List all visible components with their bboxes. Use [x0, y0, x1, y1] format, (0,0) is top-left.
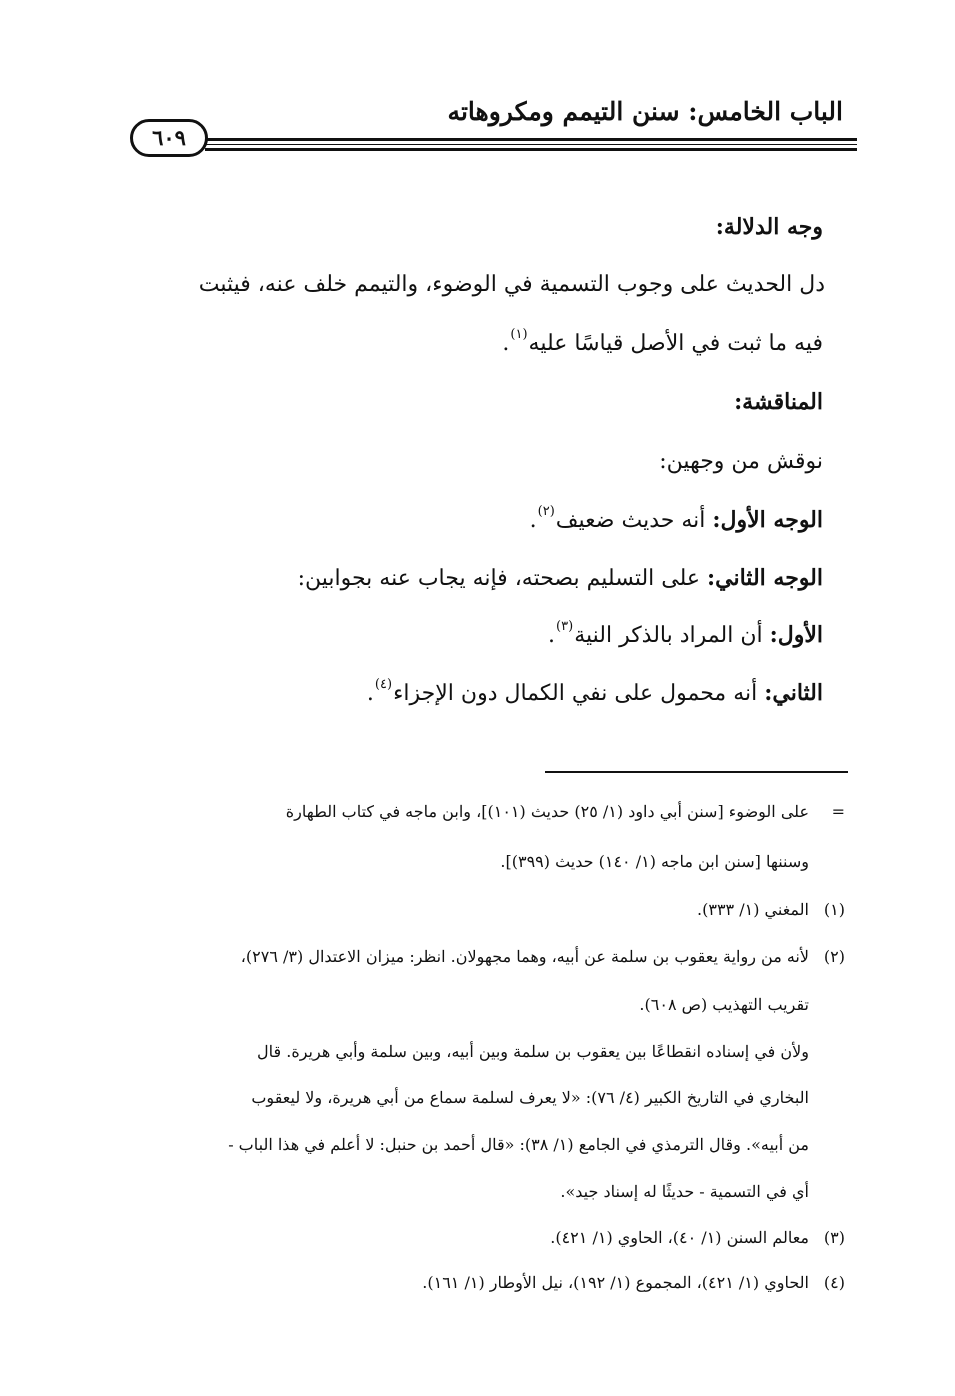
- footnote-2-line-3: ولأن في إسناده انقطاعًا بين يعقوب بن سلمة وبين أبيه، وبين سلمة وأبي هريرة. قال: [257, 1042, 809, 1061]
- heading-evidence: وجه الدلالة:: [715, 214, 823, 240]
- answer-2-label: الثاني:: [764, 680, 823, 706]
- continuation-text-1: على الوضوء [سنن أبي داود (١/ ٢٥) حديث (١٠١)]، وابن ماجه في كتاب الطهارة: [285, 802, 809, 821]
- page-number: ٦٠٩: [130, 119, 208, 157]
- first-aspect-text: أنه حديث ضعيف: [555, 508, 706, 533]
- footnote-1: [697, 898, 845, 922]
- discussion-intro: نوقش من وجهين:: [659, 449, 823, 474]
- header-rule-top: [205, 138, 857, 141]
- footnote-2: [241, 945, 845, 969]
- header-rule-bottom: [205, 148, 857, 151]
- footnote-ref-3[interactable]: (٣): [556, 619, 574, 634]
- footnote-4-text: الحاوي (١/ ٤٢١)، المجموع (١/ ١٩٢)، نيل الأوطار (١/ ١٦١).: [422, 1273, 809, 1292]
- period: .: [502, 331, 510, 356]
- first-aspect-label: الوجه الأول:: [712, 507, 823, 533]
- footnote-continuation-line-2: وسننها [سنن ابن ماجه (١/ ١٤٠) حديث (٣٩٩)].: [500, 852, 809, 871]
- chapter-title: الباب الخامس: سنن التيمم ومكروهاته: [447, 97, 843, 126]
- header-rule-middle: [205, 144, 857, 145]
- answer-2-text: أنه محمول على نفي الكمال دون الإجزاء: [393, 681, 758, 706]
- evidence-line-1: دل الحديث على وجوب التسمية في الوضوء، والتيمم خلف عنه، فيثبت: [198, 272, 825, 297]
- footnote-3-text: معالم السنن (١/ ٤٠)، الحاوي (١/ ٤٢١).: [550, 1228, 809, 1247]
- footnote-2-line-1: لأنه من رواية يعقوب بن سلمة عن أبيه، وهما مجهولان. انظر: ميزان الاعتدال (٣/ ٢٧٦)،: [240, 947, 809, 966]
- footnote-2-number: (٢): [823, 947, 845, 966]
- footnote-4: [422, 1271, 845, 1295]
- footnote-2-line-2: تقريب التهذيب (ص ٦٠٨).: [639, 995, 809, 1014]
- answer-1: [548, 620, 823, 651]
- answer-1-text: أن المراد بالذكر النية: [574, 623, 763, 648]
- footnote-2-line-6: أي في التسمية - حديثًا له إسناد جيد».: [560, 1182, 809, 1201]
- second-aspect-text: على التسليم بصحته، فإنه يجاب عنه بجوابين:: [297, 566, 701, 591]
- footnote-ref-1[interactable]: (١): [510, 327, 528, 342]
- footnote-2-line-5: من أبيه». وقال الترمذي في الجامع (١/ ٣٨): «قال أحمد بن حنبل: لا أعلم في هذا الباب -: [228, 1135, 809, 1154]
- evidence-line-2-text: فيه ما ثبت في الأصل قياسًا عليه: [528, 331, 823, 356]
- footnote-1-text: المغني (١/ ٣٣٣).: [697, 900, 809, 919]
- footnote-ref-2[interactable]: (٢): [537, 504, 555, 519]
- heading-discussion: المناقشة:: [734, 389, 823, 415]
- second-aspect-label: الوجه الثاني:: [707, 565, 823, 591]
- period: .: [548, 623, 556, 648]
- first-aspect: [530, 505, 823, 536]
- footnote-4-number: (٤): [823, 1273, 845, 1292]
- footnote-3-number: (٣): [823, 1228, 845, 1247]
- footnote-separator: [545, 771, 848, 773]
- answer-2: [367, 678, 823, 709]
- second-aspect: [298, 563, 823, 594]
- footnote-1-number: (١): [823, 900, 845, 919]
- footnote-3: [550, 1226, 845, 1250]
- footnote-2-line-4: البخاري في التاريخ الكبير (٤/ ٧٦): «لا يعرف لسلمة سماع من أبي هريرة، ولا ليعقوب: [251, 1088, 809, 1107]
- answer-1-label: الأول:: [769, 622, 823, 648]
- footnote-continuation-line-1: [286, 800, 845, 824]
- continuation-marker: =: [831, 802, 845, 821]
- evidence-line-2: [502, 329, 823, 359]
- footnote-ref-4[interactable]: (٤): [374, 677, 393, 692]
- period: .: [366, 681, 374, 706]
- period: .: [529, 508, 537, 533]
